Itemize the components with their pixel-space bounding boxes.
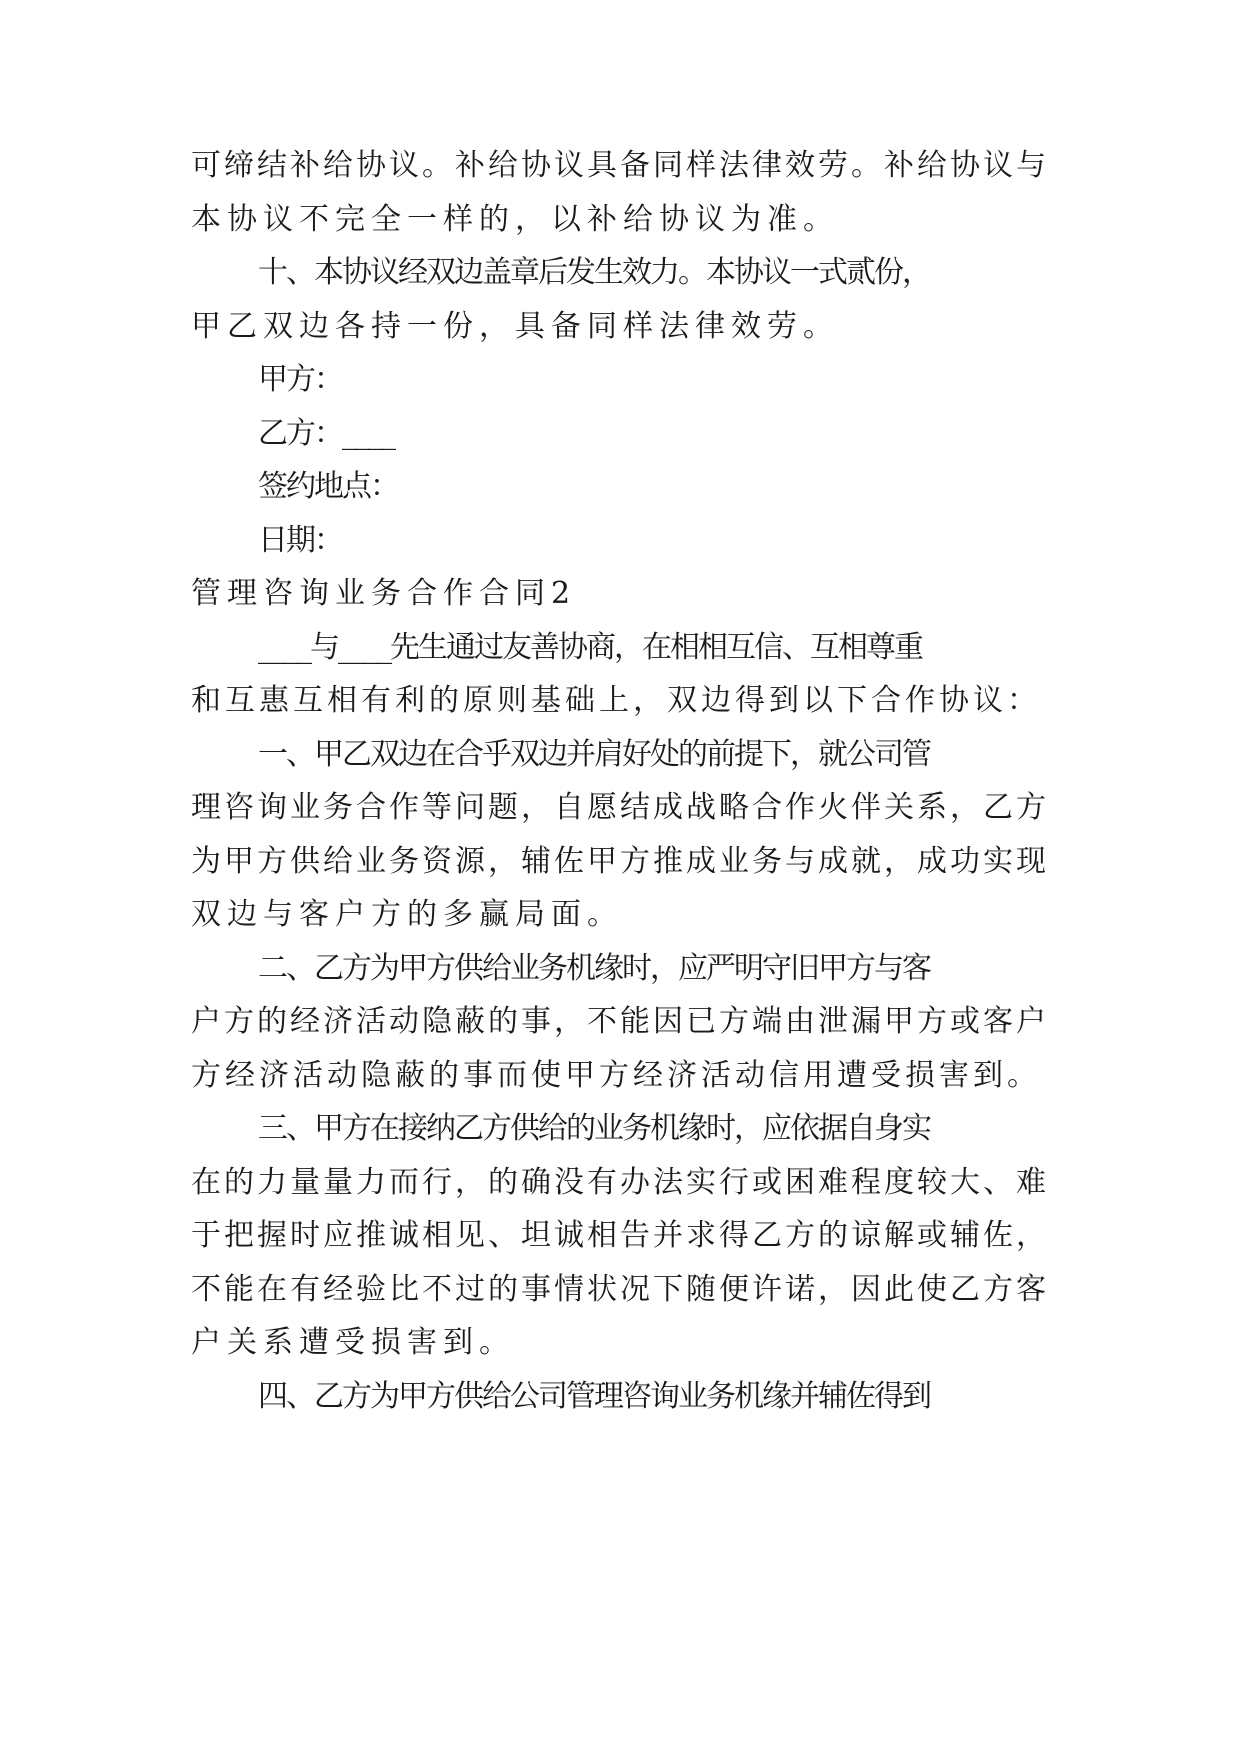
clause-ten-line: 十、本协议经双边盖章后发生效力。本协议一式贰份， bbox=[258, 255, 930, 290]
text-line: 于把握时应推诚相见、坦诚相告并求得乙方的谅解或辅佐， bbox=[191, 1218, 1049, 1253]
text-line: 双边与客户方的多赢局面。 bbox=[191, 897, 623, 932]
text-line: 甲乙双边各持一份，具备同样法律效劳。 bbox=[191, 309, 839, 344]
text-line: 户方的经济活动隐蔽的事，不能因已方端由泄漏甲方或客户 bbox=[191, 1004, 1049, 1039]
text-line: 在的力量量力而行，的确没有办法实行或困难程度较大、难 bbox=[191, 1165, 1049, 1200]
text-line: 理咨询业务合作等问题，自愿结成战略合作火伴关系，乙方 bbox=[191, 790, 1049, 825]
text-line: 方经济活动隐蔽的事而使甲方经济活动信用遭受损害到。 bbox=[191, 1058, 1041, 1093]
intro-line: ____与____先生通过友善协商，在相相互信、互相尊重 bbox=[258, 630, 922, 665]
clause-three-line: 三、甲方在接纳乙方供给的业务机缘时，应依据自身实 bbox=[258, 1111, 930, 1146]
date-label: 日期： bbox=[258, 523, 342, 558]
clause-one-line: 一、甲乙双边在合乎双边并肩好处的前提下，就公司管 bbox=[258, 737, 930, 772]
text-line: 户关系遭受损害到。 bbox=[191, 1325, 515, 1360]
text-line: 本协议不完全一样的，以补给协议为准。 bbox=[191, 202, 839, 237]
clause-two-line: 二、乙方为甲方供给业务机缘时，应严明守旧甲方与客 bbox=[258, 951, 930, 986]
signing-place-label: 签约地点： bbox=[258, 469, 398, 504]
text-line: 不能在有经验比不过的事情状况下随便许诺，因此使乙方客 bbox=[191, 1272, 1049, 1307]
text-line: 为甲方供给业务资源，辅佐甲方推成业务与成就，成功实现 bbox=[191, 844, 1049, 879]
party-b-label: 乙方：____ bbox=[258, 416, 394, 451]
text-line: 和互惠互相有利的原则基础上，双边得到以下合作协议： bbox=[191, 683, 1041, 718]
party-a-label: 甲方： bbox=[258, 362, 342, 397]
text-line: 可缔结补给协议。补给协议具备同样法律效劳。补给协议与 bbox=[191, 148, 1049, 183]
section-title: 管理咨询业务合作合同2 bbox=[191, 576, 577, 611]
clause-four-line: 四、乙方为甲方供给公司管理咨询业务机缘并辅佐得到 bbox=[258, 1379, 930, 1414]
